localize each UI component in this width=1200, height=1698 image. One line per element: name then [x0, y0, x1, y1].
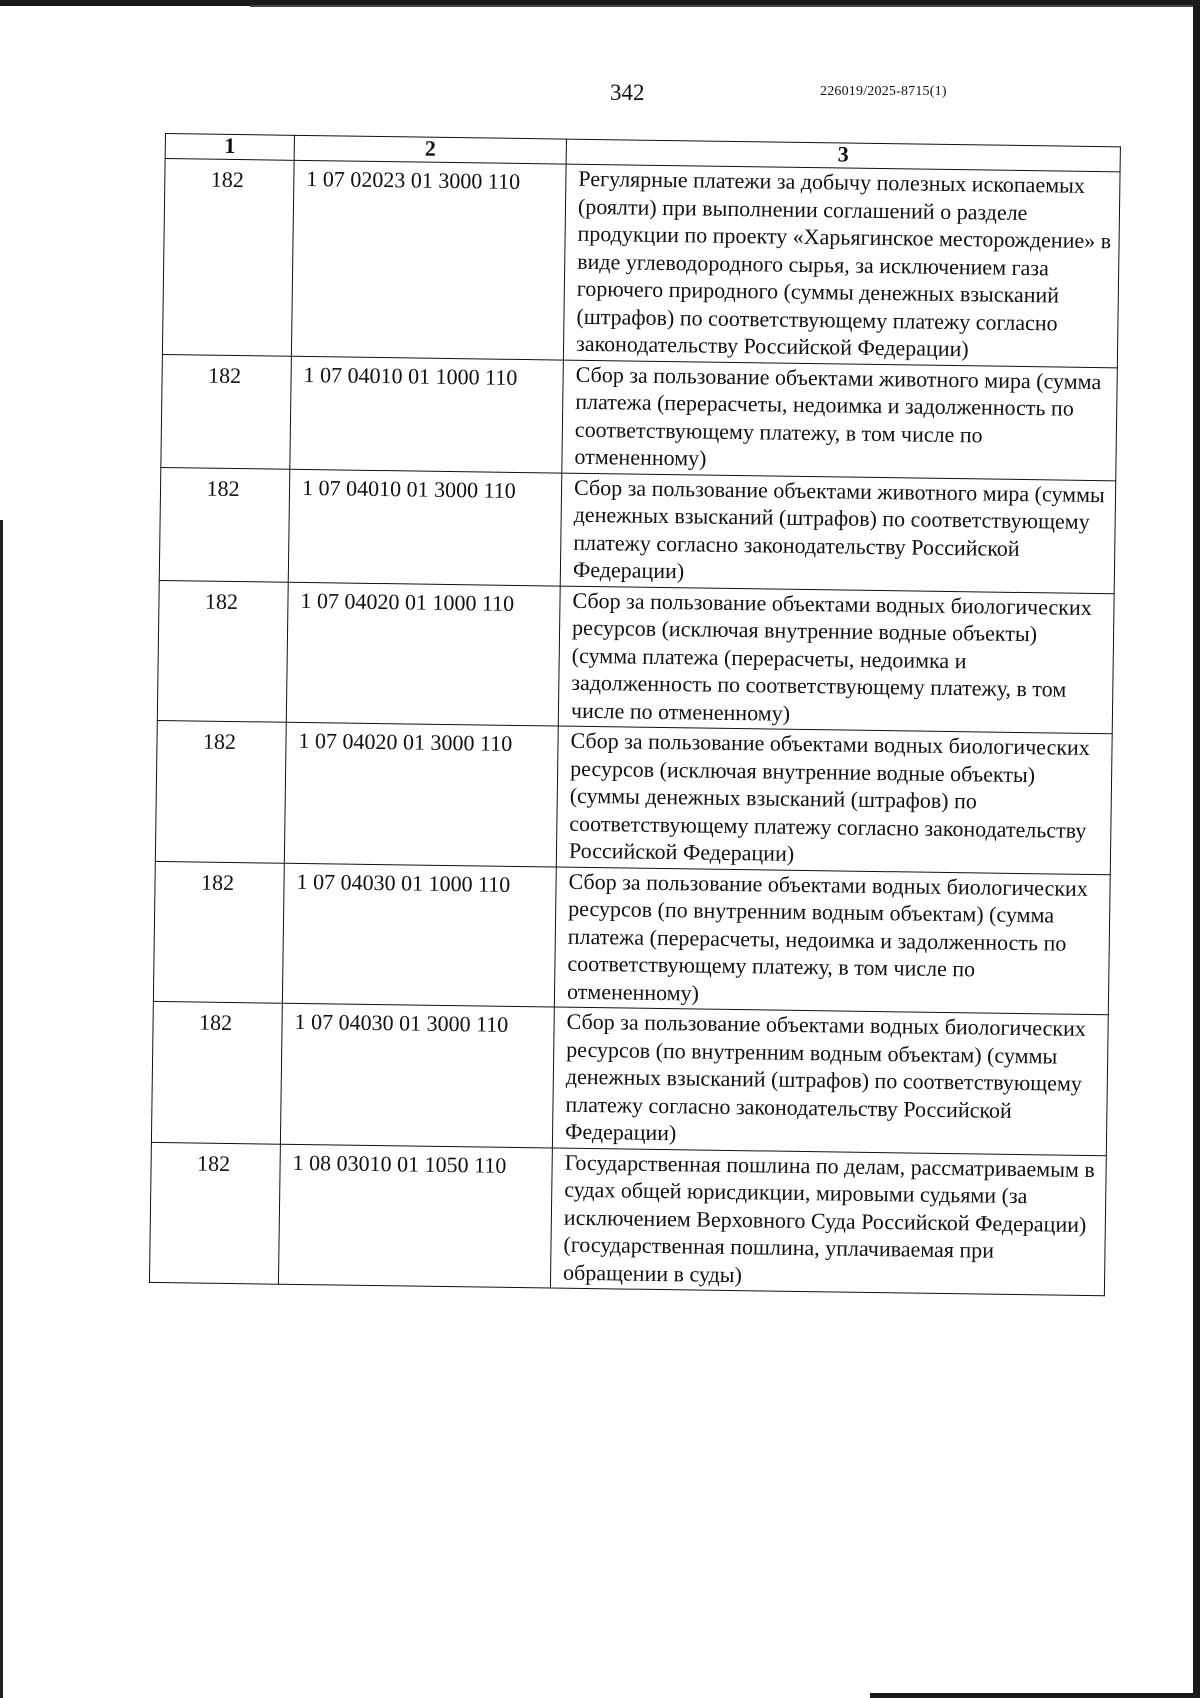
description-cell: Сбор за пользование объектами водных биологических ресурсов (по внутренним водным объектам) (суммы денежных взысканий (штрафов) по соответствующему платежу согласно законодательству Российской Федерации) [552, 1007, 1108, 1155]
admin-code-cell: 182 [155, 720, 286, 862]
description-cell: Сбор за пользование объектами водных биологических ресурсов (исключая внутренние водные объекты) (сумма платежа (перерасчеты, недоимка и задолженность по соответствующему платежу, в том числе по отмененному) [558, 586, 1114, 734]
scan-edge-bottom [870, 1693, 1200, 1698]
admin-code-cell: 182 [153, 861, 284, 1003]
admin-code-cell: 182 [151, 1001, 282, 1143]
admin-code-cell: 182 [161, 354, 292, 469]
budget-code-cell: 1 07 04030 01 1000 110 [282, 863, 556, 1007]
description-cell: Сбор за пользование объектами водных биологических ресурсов (исключая внутренние водные объекты) (суммы денежных взысканий (штрафов) по соответствующему платежу согласно законодательству Российской Федерации) [556, 726, 1112, 874]
table-row [161, 354, 1117, 480]
column-header-1: 1 [165, 134, 294, 161]
page-number: 342 [610, 80, 645, 105]
description-cell: Сбор за пользование объектами животного мира (суммы денежных взысканий (штрафов) по соответствующему платежу согласно законодательству Российской Федерации) [560, 473, 1116, 594]
admin-code-cell: 182 [162, 159, 294, 356]
description-cell: Государственная пошлина по делам, рассматриваемым в судах общей юрисдикции, мировыми судьями (за исключением Верховного Суда Российской Федерации) (государственная пошлина, уплачиваемая при обращении в суды) [550, 1148, 1106, 1296]
scan-edge-top-inner [250, 5, 1200, 7]
scan-edge-left [0, 520, 3, 1698]
budget-code-cell: 1 07 04020 01 3000 110 [284, 722, 558, 866]
table-row [155, 720, 1112, 874]
budget-code-cell: 1 07 04020 01 1000 110 [286, 582, 560, 726]
column-header-3: 3 [566, 139, 1120, 172]
budget-code-cell: 1 07 04010 01 1000 110 [290, 356, 564, 473]
scan-edge-right [1193, 0, 1200, 1698]
budget-code-cell: 1 08 03010 01 1050 110 [278, 1144, 552, 1288]
classification-table-container [149, 133, 1120, 1296]
table-row [159, 467, 1115, 593]
table-row [162, 159, 1120, 368]
column-header-2: 2 [294, 135, 566, 164]
description-cell: Регулярные платежи за добычу полезных ископаемых (роялти) при выполнении соглашений о разделе продукции по проекту «Харьягинское месторождение» в виде углеводородного сырья, за исключением газа горючего природного (суммы денежных взысканий (штрафов) по соответствующему платежу согласно законодательству Российской Федерации) [563, 164, 1120, 367]
table-row [151, 1001, 1108, 1155]
admin-code-cell: 182 [157, 580, 288, 722]
table-row [153, 861, 1110, 1015]
admin-code-cell: 182 [149, 1142, 280, 1284]
budget-code-cell: 1 07 02023 01 3000 110 [291, 160, 566, 359]
classification-table [149, 133, 1121, 1296]
table-row [157, 580, 1114, 734]
description-cell: Сбор за пользование объектами водных биологических ресурсов (по внутренним водным объектам) (сумма платежа (перерасчеты, недоимка и задолженность по соответствующему платежу, в том числе по отмененному) [554, 867, 1110, 1015]
budget-code-cell: 1 07 04030 01 3000 110 [280, 1003, 554, 1147]
table-row [149, 1142, 1106, 1296]
admin-code-cell: 182 [159, 467, 290, 582]
description-cell: Сбор за пользование объектами животного мира (сумма платежа (перерасчеты, недоимка и задолженность по соответствующему платежу, в том числе по отмененному) [562, 360, 1118, 481]
document-reference: 226019/2025-8715(1) [820, 84, 947, 99]
budget-code-cell: 1 07 04010 01 3000 110 [288, 469, 562, 586]
